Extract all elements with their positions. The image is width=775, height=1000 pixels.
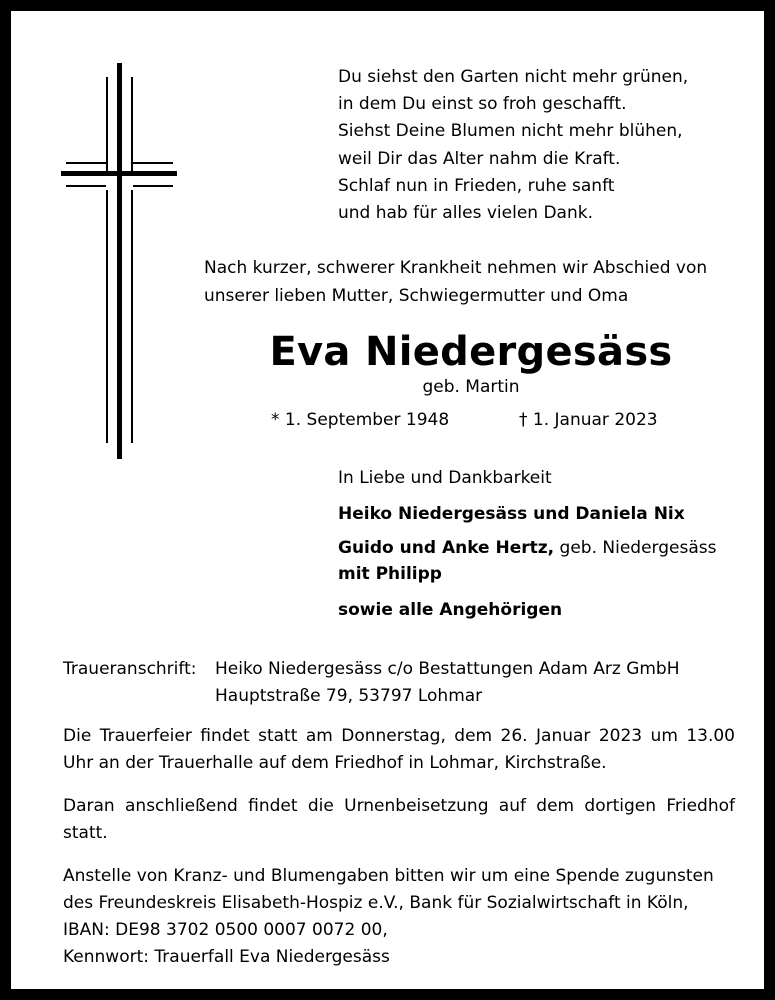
address	[215, 656, 735, 710]
family-names: Guido und Anke Hertz,	[338, 538, 555, 558]
poem-line: in dem Du einst so froh geschafft.	[338, 94, 627, 115]
birth-date: * 1. September 1948	[271, 410, 450, 430]
poem-line: und hab für alles vielen Dank.	[338, 203, 593, 224]
family-line	[338, 535, 716, 561]
intro-line: unserer lieben Mutter, Schwiegermutter und Oma	[204, 286, 629, 306]
poem-line: Du siehst den Garten nicht mehr grünen,	[338, 67, 689, 87]
donation-line: IBAN: DE98 3702 0500 0007 0072 00,	[63, 920, 388, 940]
poem-line: Siehst Deine Blumen nicht mehr blühen,	[338, 121, 683, 142]
death-date: † 1. Januar 2023	[519, 410, 658, 430]
family-line: sowie alle Angehörigen	[338, 600, 563, 620]
deceased-name: Eva Niedergesäss	[269, 329, 673, 375]
family-line: mit Philipp	[338, 564, 442, 584]
poem-line: weil Dir das Alter nahm die Kraft.	[338, 148, 621, 169]
cross-icon	[61, 63, 177, 459]
address-label: Traueranschrift:	[63, 659, 197, 679]
address-line: Heiko Niedergesäss c/o Bestattungen Adam Arz GmbH	[215, 659, 680, 679]
address-line: Hauptstraße 79, 53797 Lohmar	[215, 686, 483, 706]
donation-text	[63, 863, 735, 971]
donation-line: Anstelle von Kranz- und Blumengaben bitten wir um eine Spende zugunsten	[63, 866, 714, 886]
poem-line: Schlaf nun in Frieden, ruhe sanft	[338, 175, 615, 196]
burial-text: Daran anschließend findet die Urnenbeisetzung auf dem dortigen Friedhof statt.	[63, 796, 735, 843]
maiden-name: geb. Martin	[422, 377, 520, 397]
donation-line: des Freundeskreis Elisabeth-Hospiz e.V., Bank für Sozialwirtschaft in Köln,	[63, 893, 689, 913]
intro-text	[204, 254, 707, 310]
family-intro: In Liebe und Dankbarkeit	[338, 468, 552, 488]
family-maiden: geb. Niedergesäss	[554, 538, 717, 558]
family-line: Heiko Niedergesäss und Daniela Nix	[338, 504, 685, 524]
intro-line: Nach kurzer, schwerer Krankheit nehmen wir Abschied von	[204, 258, 708, 278]
poem	[338, 64, 688, 227]
donation-line: Kennwort: Trauerfall Eva Niedergesäss	[63, 947, 390, 967]
ceremony-text: Die Trauerfeier findet statt am Donnerstag, dem 26. Januar 2023 um 13.00 Uhr an der Trauerhalle auf dem Friedhof in Lohmar, Kirchstraße.	[63, 726, 735, 773]
